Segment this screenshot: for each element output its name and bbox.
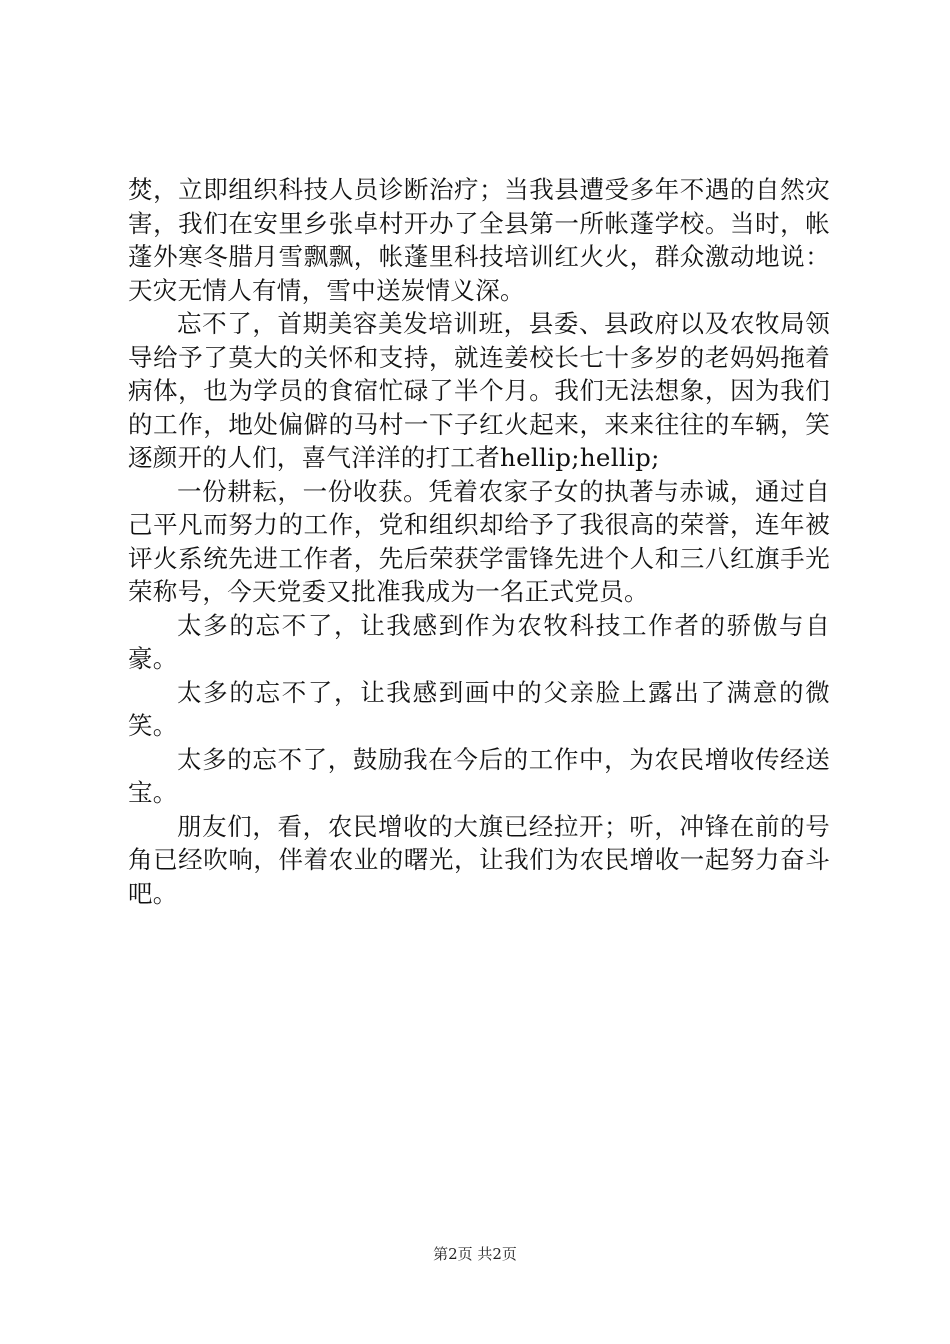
document-body (128, 173, 830, 910)
page-footer (0, 1243, 950, 1265)
paragraph-closing: 朋友们，看，农民增收的大旗已经拉开；听，冲锋在前的号角已经吹响，伴着农业的曙光，让我们为农民增收一起努力奋斗吧。 (128, 811, 830, 908)
paragraph-training-class: 忘不了，首期美容美发培训班，县委、县政府以及农牧局领导给予了莫大的关怀和支持，就连姜校长七十多岁的老妈妈拖着病体，也为学员的食宿忙碌了半个月。我们无法想象，因为我们的工作，地处偏僻的马村一下子红火起来，来来往往的车辆，笑逐颜开的人们，喜气洋洋的打工者hellip;hellip; (128, 309, 830, 472)
paragraph-pride: 太多的忘不了，让我感到作为农牧科技工作者的骄傲与自豪。 (128, 610, 830, 673)
page-number: 第2页 共2页 (433, 1245, 517, 1263)
paragraph-encouragement: 太多的忘不了，鼓励我在今后的工作中，为农民增收传经送宝。 (128, 744, 830, 807)
paragraph-continued: 焚，立即组织科技人员诊断治疗；当我县遭受多年不遇的自然灾害，我们在安里乡张卓村开办了全县第一所帐蓬学校。当时，帐蓬外寒冬腊月雪飘飘，帐蓬里科技培训红火火，群众激动地说：天灾无情人有情，雪中送炭情义深。 (128, 175, 830, 305)
paragraph-honors: 一份耕耘，一份收获。凭着农家子女的执著与赤诚，通过自己平凡而努力的工作，党和组织却给予了我很高的荣誉，连年被评火系统先进工作者，先后荣获学雷锋先进个人和三八红旗手光荣称号，今天党委又批准我成为一名正式党员。 (128, 476, 830, 606)
paragraph-father-smile: 太多的忘不了，让我感到画中的父亲脸上露出了满意的微笑。 (128, 677, 830, 740)
